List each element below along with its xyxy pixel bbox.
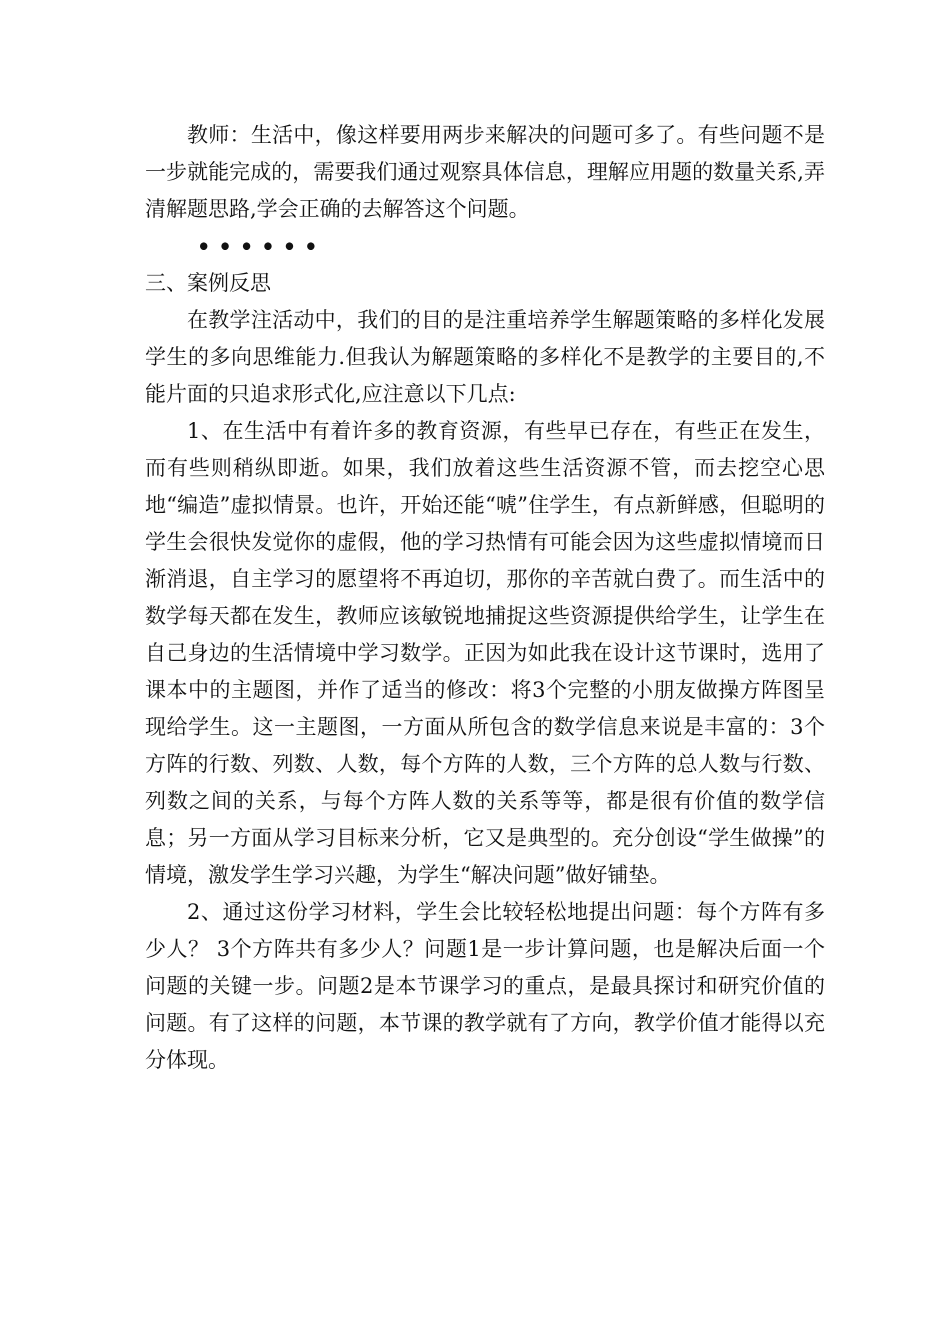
document-body bbox=[145, 117, 825, 1079]
section-heading-case-reflection: 三、案例反思 bbox=[145, 271, 271, 295]
paragraph-point-2: 2、通过这份学习材料，学生会比较轻松地提出问题：每个方阵有多少人？ 3个方阵共有多少人？问题1是一步计算问题，也是解决后面一个问题的关键一步。问题2是本节课学习的重点，是最具探讨和研究价值的问题。有了这样的问题，本节课的教学就有了方向，教学价值才能得以充分体现。 bbox=[145, 900, 825, 1072]
paragraph-teacher-summary: 教师：生活中，像这样要用两步来解决的问题可多了。有些问题不是一步就能完成的，需要我们通过观察具体信息，理解应用题的数量关系,弄清解题思路,学会正确的去解答这个问题。 bbox=[145, 123, 825, 221]
paragraph-point-1: 1、在生活中有着许多的教育资源，有些早已存在，有些正在发生，而有些则稍纵即逝。如果，我们放着这些生活资源不管，而去挖空心思地“编造”虚拟情景。也许，开始还能“唬”住学生，有点新鲜感，但聪明的学生会很快发觉你的虚假，他的学习热情有可能会因为这些虚拟情境而日渐消退，自主学习的愿望将不再迫切，那你的辛苦就白费了。而生活中的数学每天都在发生，教师应该敏锐地捕捉这些资源提供给学生，让学生在自己身边的生活情境中学习数学。正因为如此我在设计这节课时，选用了课本中的主题图，并作了适当的修改：将3个完整的小朋友做操方阵图呈现给学生。这一主题图，一方面从所包含的数学信息来说是丰富的：3个方阵的行数、列数、人数，每个方阵的人数，三个方阵的总人数与行数、列数之间的关系，与每个方阵人数的关系等等，都是很有价值的数学信息；另一方面从学习目标来分析，它又是典型的。充分创设“学生做操”的情境，激发学生学习兴趣，为学生“解决问题”做好铺垫。 bbox=[145, 419, 825, 887]
ellipsis-dots: •••••• bbox=[197, 234, 326, 259]
paragraph-reflection-intro: 在教学注活动中，我们的目的是注重培养学生解题策略的多样化发展学生的多向思维能力.但我认为解题策略的多样化不是教学的主要目的,不能片面的只追求形式化,应注意以下几点: bbox=[145, 308, 825, 406]
